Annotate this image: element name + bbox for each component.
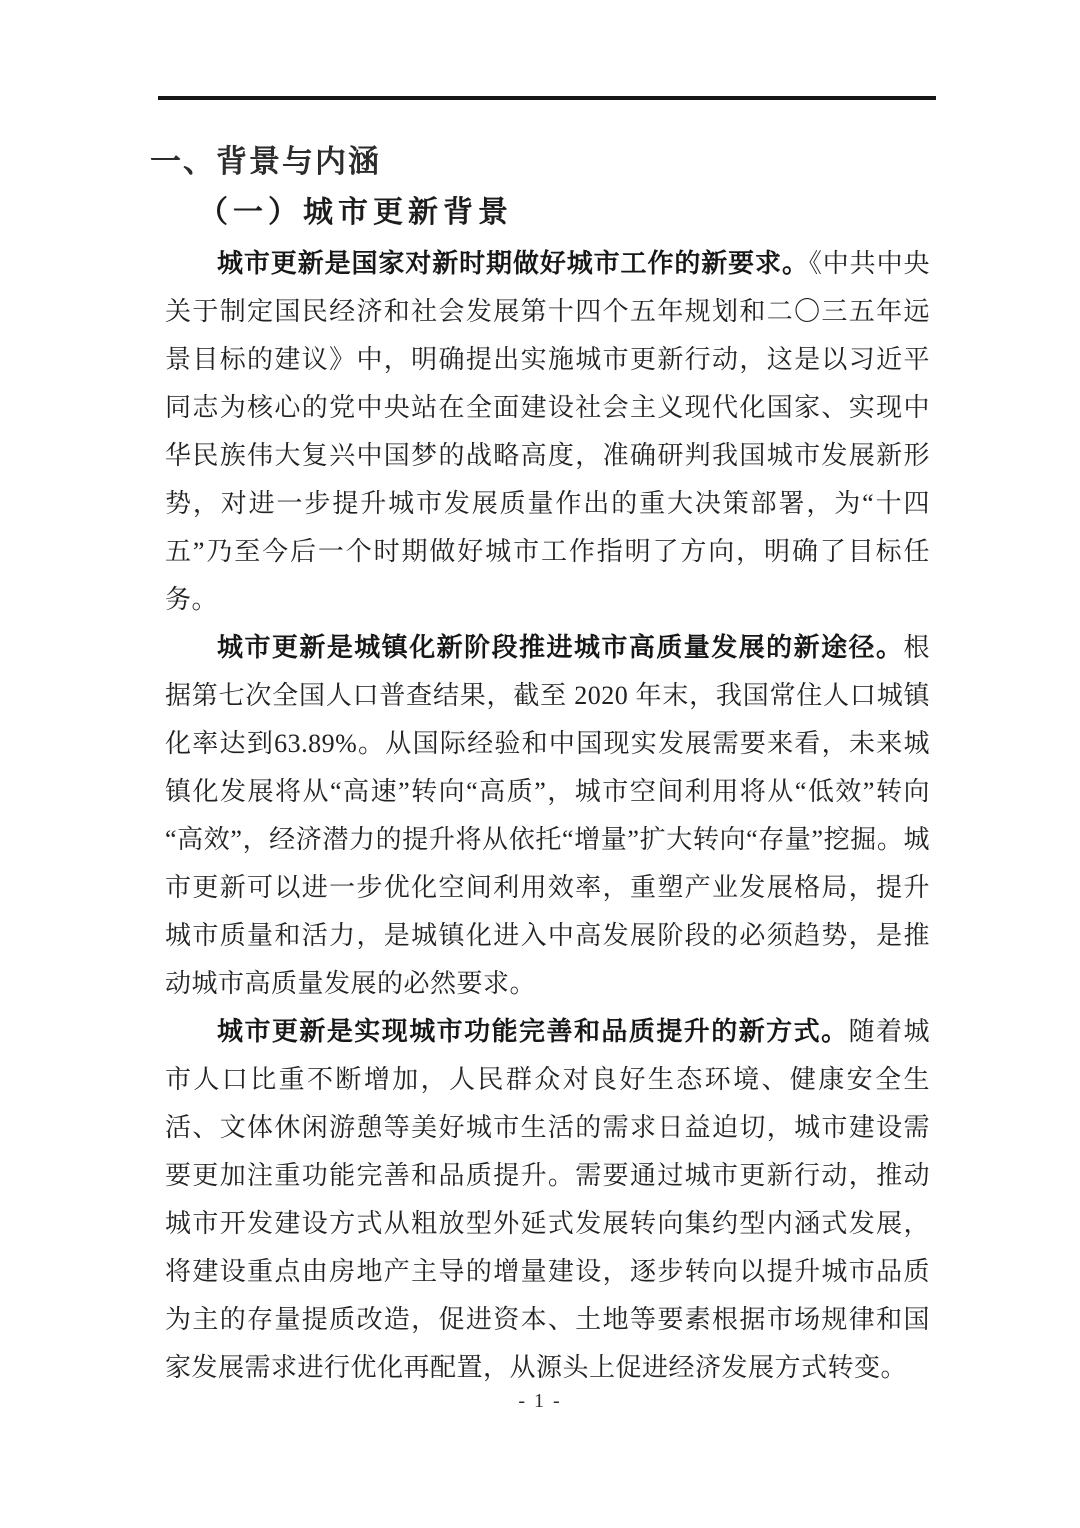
paragraph-2-lead: 城市更新是城镇化新阶段推进城市高质量发展的新途径。 <box>217 633 904 662</box>
page-content <box>150 138 930 1392</box>
paragraph-1 <box>165 240 930 624</box>
subsection-heading: （一）城市更新背景 <box>198 196 513 229</box>
paragraph-3-text: 随着城市人口比重不断增加，人民群众对良好生态环境、健康安全生活、文体休闲游憩等美好城市生活的需求日益迫切，城市建设需要更加注重功能完善和品质提升。需要通过城市更新行动，推动城市开发建设方式从粗放型外延式发展转向集约型内涵式发展，将建设重点由房地产主导的增量建设，逐步转向以提升城市品质为主的存量提质改造，促进资本、土地等要素根据市场规律和国家发展需求进行优化再配置，从源头上促进经济发展方式转变。 <box>165 1017 930 1382</box>
paragraph-1-lead: 城市更新是国家对新时期做好城市工作的新要求。 <box>217 249 809 278</box>
paragraph-3-lead: 城市更新是实现城市功能完善和品质提升的新方式。 <box>217 1017 849 1046</box>
paragraph-2-text: 根据第七次全国人口普查结果，截至 2020 年末，我国常住人口城镇化率达到63.89%。从国际经验和中国现实发展需要来看，未来城镇化发展将从“高速”转向“高质”，城市空间利用将从“低效”转向“高效”，经济潜力的提升将从依托“增量”扩大转向“存量”挖掘。城市更新可以进一步优化空间利用效率，重塑产业发展格局，提升城市质量和活力，是城镇化进入中高发展阶段的必须趋势，是推动城市高质量发展的必然要求。 <box>165 633 930 998</box>
paragraph-2 <box>165 624 930 1008</box>
paragraph-1-text: 《中共中央关于制定国民经济和社会发展第十四个五年规划和二〇三五年远景目标的建议》中，明确提出实施城市更新行动，这是以习近平同志为核心的党中央站在全面建设社会主义现代化国家、实现中华民族伟大复兴中国梦的战略高度，准确研判我国城市发展新形势，对进一步提升城市发展质量作出的重大决策部署，为“十四五”乃至今后一个时期做好城市工作指明了方向，明确了目标任务。 <box>165 249 930 614</box>
page-number: - 1 - <box>518 1390 562 1412</box>
section-heading: 一、背景与内涵 <box>150 144 381 179</box>
header-rule <box>158 96 936 100</box>
paragraph-3 <box>165 1008 930 1392</box>
